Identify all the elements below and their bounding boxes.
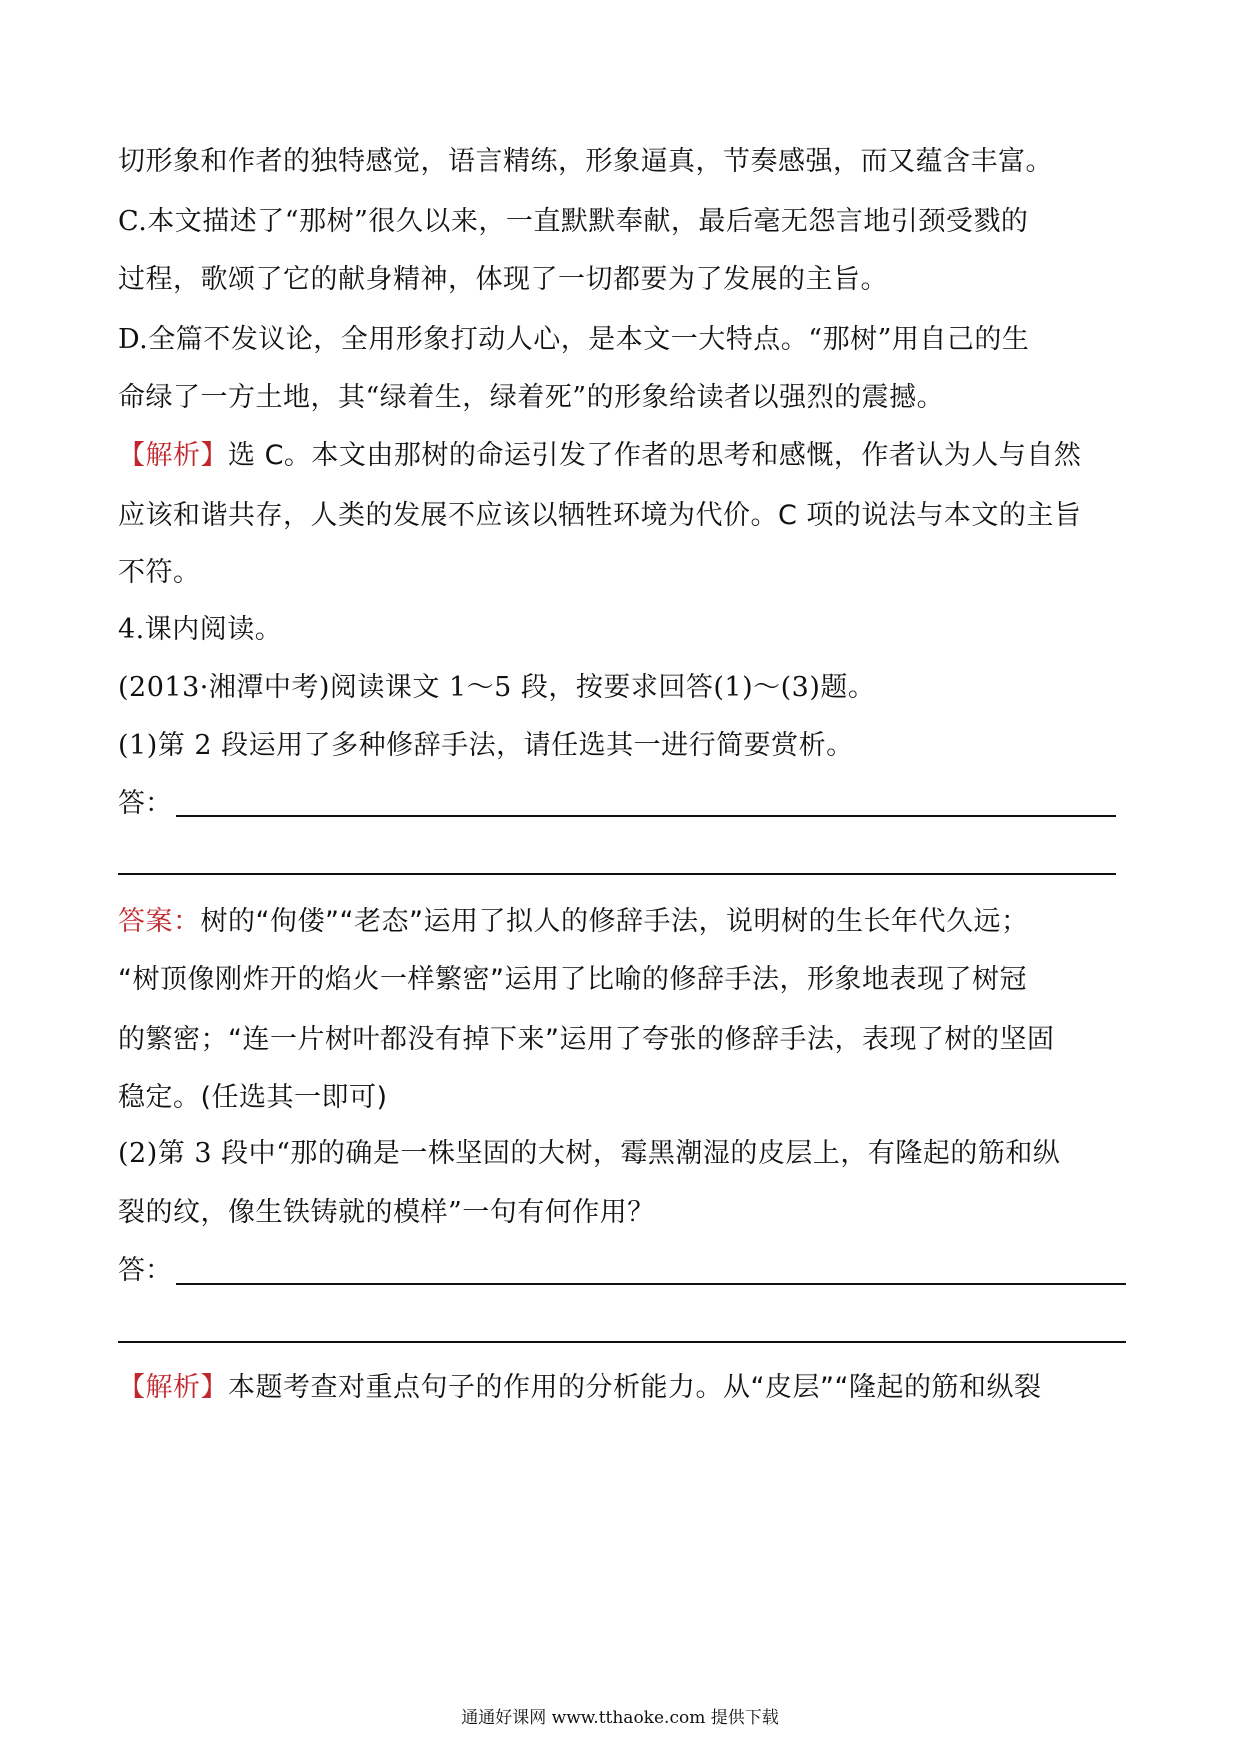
- answer-text: 树的“佝偻”“老态”运用了拟人的修辞手法，说明树的生长年代久远；: [200, 906, 1029, 937]
- answer-row-4: [118, 1310, 1128, 1350]
- answer-line-1: [118, 902, 1128, 942]
- analysis-2-line-1: [118, 1368, 1128, 1408]
- question-4-source: (2013·湘潭中考)阅读课文 1～5 段，按要求回答(1)～(3)题。: [118, 672, 876, 703]
- option-d-line-1: D.全篇不发议论，全用形象打动人心，是本文一大特点。“那树”用自己的生: [118, 324, 1030, 355]
- answer-line-3: 的繁密；“连一片树叶都没有掉下来”运用了夸张的修辞手法，表现了树的坚固: [118, 1024, 1055, 1055]
- analysis-tag: 【解析】: [118, 440, 228, 471]
- answer-blank-line[interactable]: [118, 1341, 1126, 1343]
- answer-line-4: 稳定。(任选其一即可): [118, 1082, 388, 1113]
- answer-tag: 答案：: [118, 906, 201, 937]
- option-d-line-2: 命绿了一方土地，其“绿着生，绿着死”的形象给读者以强烈的震撼。: [118, 382, 945, 413]
- analysis-tag: 【解析】: [118, 1372, 228, 1403]
- question-4-title: 4.课内阅读。: [118, 614, 283, 645]
- answer-line-2: “树顶像刚炸开的焰火一样繁密”运用了比喻的修辞手法，形象地表现了树冠: [118, 964, 1027, 995]
- option-c-line-2: 过程，歌颂了它的献身精神，体现了一切都要为了发展的主旨。: [118, 264, 888, 295]
- answer-row-1: [118, 784, 1128, 824]
- analysis-1-line-2: 应该和谐共存，人类的发展不应该以牺牲环境为代价。C 项的说法与本文的主旨: [118, 500, 1082, 531]
- answer-row-2: [118, 842, 1128, 882]
- answer-label: 答：: [118, 1255, 172, 1286]
- analysis-text: 选 C。本文由那树的命运引发了作者的思考和感慨，作者认为人与自然: [228, 440, 1082, 471]
- answer-blank-line[interactable]: [118, 873, 1116, 875]
- question-4-2-line-1: (2)第 3 段中“那的确是一株坚固的大树，霉黑潮湿的皮层上，有隆起的筋和纵: [118, 1138, 1061, 1169]
- option-c-line-1: C.本文描述了“那树”很久以来，一直默默奉献，最后毫无怨言地引颈受戮的: [118, 206, 1029, 237]
- answer-label: 答：: [118, 788, 172, 819]
- question-4-1-prompt: (1)第 2 段运用了多种修辞手法，请任选其一进行简要赏析。: [118, 730, 854, 761]
- question-4-2-line-2: 裂的纹，像生铁铸就的模样”一句有何作用？: [118, 1197, 655, 1228]
- answer-row-3: [118, 1251, 1128, 1291]
- answer-blank-line[interactable]: [176, 815, 1116, 817]
- analysis-1-line-3: 不符。: [118, 557, 201, 588]
- option-b-text-end: 切形象和作者的独特感觉，语言精练，形象逼真，节奏感强，而又蕴含丰富。: [118, 146, 1053, 177]
- page-footer: 通通好课网 www.tthaoke.com 提供下载: [461, 1708, 779, 1728]
- analysis-text: 本题考查对重点句子的作用的分析能力。从“皮层”“隆起的筋和纵裂: [228, 1372, 1042, 1403]
- answer-blank-line[interactable]: [176, 1283, 1126, 1285]
- analysis-1-line-1: [118, 436, 1128, 476]
